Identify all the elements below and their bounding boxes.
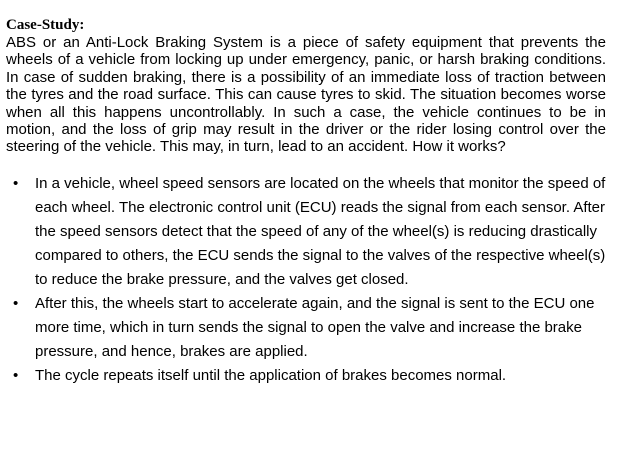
bullet-icon: •	[13, 366, 19, 384]
case-study-paragraph: ABS or an Anti-Lock Braking System is a piece of safety equipment that prevents the wheels of a vehicle from locking up under emergency, panic, or harsh braking conditions. In case of sudden braking, there is a possibility of an immediate loss of traction between the tyres and the road surface. This can cause tyres to skid. The situation becomes worse when all this happens uncontrollably. In such a case, the vehicle continues to be in motion, and the loss of grip may result in the driver or the rider losing control over the steering of the vehicle. This may, in turn, lead to an accident. How it works?	[6, 34, 606, 156]
list-item	[6, 292, 606, 364]
list-item-text: The cycle repeats itself until the application of brakes becomes normal.	[35, 366, 507, 384]
list-item	[6, 364, 606, 388]
case-study-heading: Case-Study:	[6, 17, 85, 33]
list-item-text: In a vehicle, wheel speed sensors are located on the wheels that monitor the speed of each wheel. The electronic control unit (ECU) reads the signal from each sensor. After the speed sensors detect that the speed of any of the wheel(s) is reducing drastically compared to others, the ECU sends the signal to the valves of the respective wheel(s) to reduce the brake pressure, and the valves get closed.	[35, 174, 606, 288]
bullet-icon: •	[13, 174, 19, 192]
how-it-works-list	[6, 172, 606, 388]
list-item-text: After this, the wheels start to accelerate again, and the signal is sent to the ECU one more time, which in turn sends the signal to open the valve and increase the brake pressure, and hence, brakes are applied.	[35, 294, 595, 360]
list-item	[6, 172, 606, 292]
bullet-icon: •	[13, 294, 19, 312]
document-page	[6, 17, 606, 388]
